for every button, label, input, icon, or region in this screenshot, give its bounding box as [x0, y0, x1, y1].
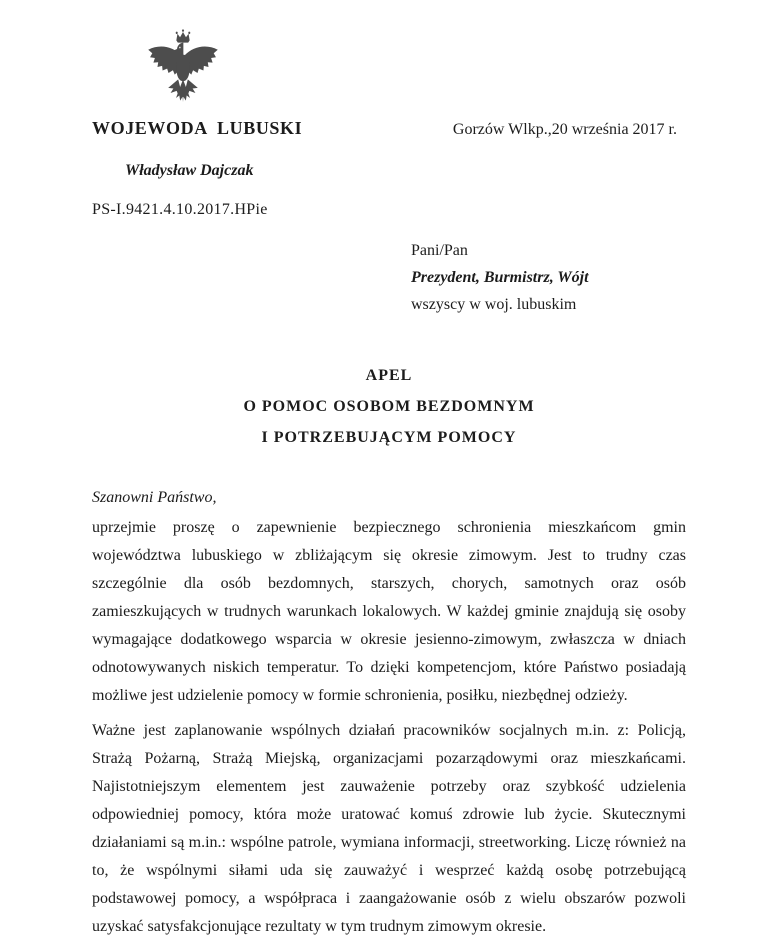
addressee-scope: wszyscy w woj. lubuskim — [411, 296, 577, 313]
body-paragraph-1: uprzejmie proszę o zapewnienie bezpiecznego schronienia mieszkańcom gmin województwa lubuskiego w zbliżającym się okresie zimowym. Jest to trudny czas szczególnie dla osób bezdomnych, starszych, chorych, samotnych oraz osób zamieszkujących w trudnych warunkach lokalowych. W każdej gminie znajdują się osoby wymagające dodatkowego wsparcia w okresie jesienno-zimowym, zwłaszcza w dniach odnotowywanych niskich temperatur. To dzięki kompetencjom, które Państwo posiadają możliwe jest udzielenie pomocy w formie schronienia, posiłku, niezbędnej odzieży. — [92, 519, 686, 704]
body-salutation: Szanowni Państwo, — [92, 489, 217, 506]
title-line: O POMOC OSOBOM BEZDOMNYM — [243, 398, 535, 415]
letter-date: Gorzów Wlkp.,20 września 2017 r. — [452, 121, 677, 138]
office-name: WOJEWODA LUBUSKI — [92, 118, 303, 138]
title-line: I POTRZEBUJĄCYM POMOCY — [261, 429, 517, 446]
body-paragraph-2: Ważne jest zaplanowanie wspólnych działań pracowników socjalnych m.in. z: Policją, Strażą Pożarną, Strażą Miejską, organizacjami pozarządowymi oraz mieszkańcami. Najistotniejszym elementem jest zauważenie potrzeby oraz szybkość udzielenia odpowiedniej pomocy, która może uratować komuś zdrowie lub życie. Skutecznymi działaniami są m.in.: wspólne patrole, wymiana informacji, streetworking. Liczę również na to, że wspólnymi siłami uda się zauważyć i wesprzeć każdą osobę potrzebującą podstawowej pomocy, a współpraca i zaangażowanie osób z wielu obszarów pozwoli uzyskać satysfakcjonujące rezultaty w tym trudnym zimowym okresie. — [92, 722, 686, 935]
polish-eagle-emblem-icon — [146, 28, 220, 106]
title-line: APEL — [365, 367, 413, 384]
signatory-name: Władysław Dajczak — [125, 162, 254, 179]
letter-title — [92, 360, 686, 453]
letter-body — [92, 484, 686, 941]
addressee-recipients: Prezydent, Burmistrz, Wójt — [411, 269, 589, 286]
addressee-block — [411, 237, 589, 318]
addressee-salutation: Pani/Pan — [411, 242, 468, 259]
letter-header — [92, 118, 677, 139]
reference-number: PS-I.9421.4.10.2017.HPie — [92, 201, 268, 218]
